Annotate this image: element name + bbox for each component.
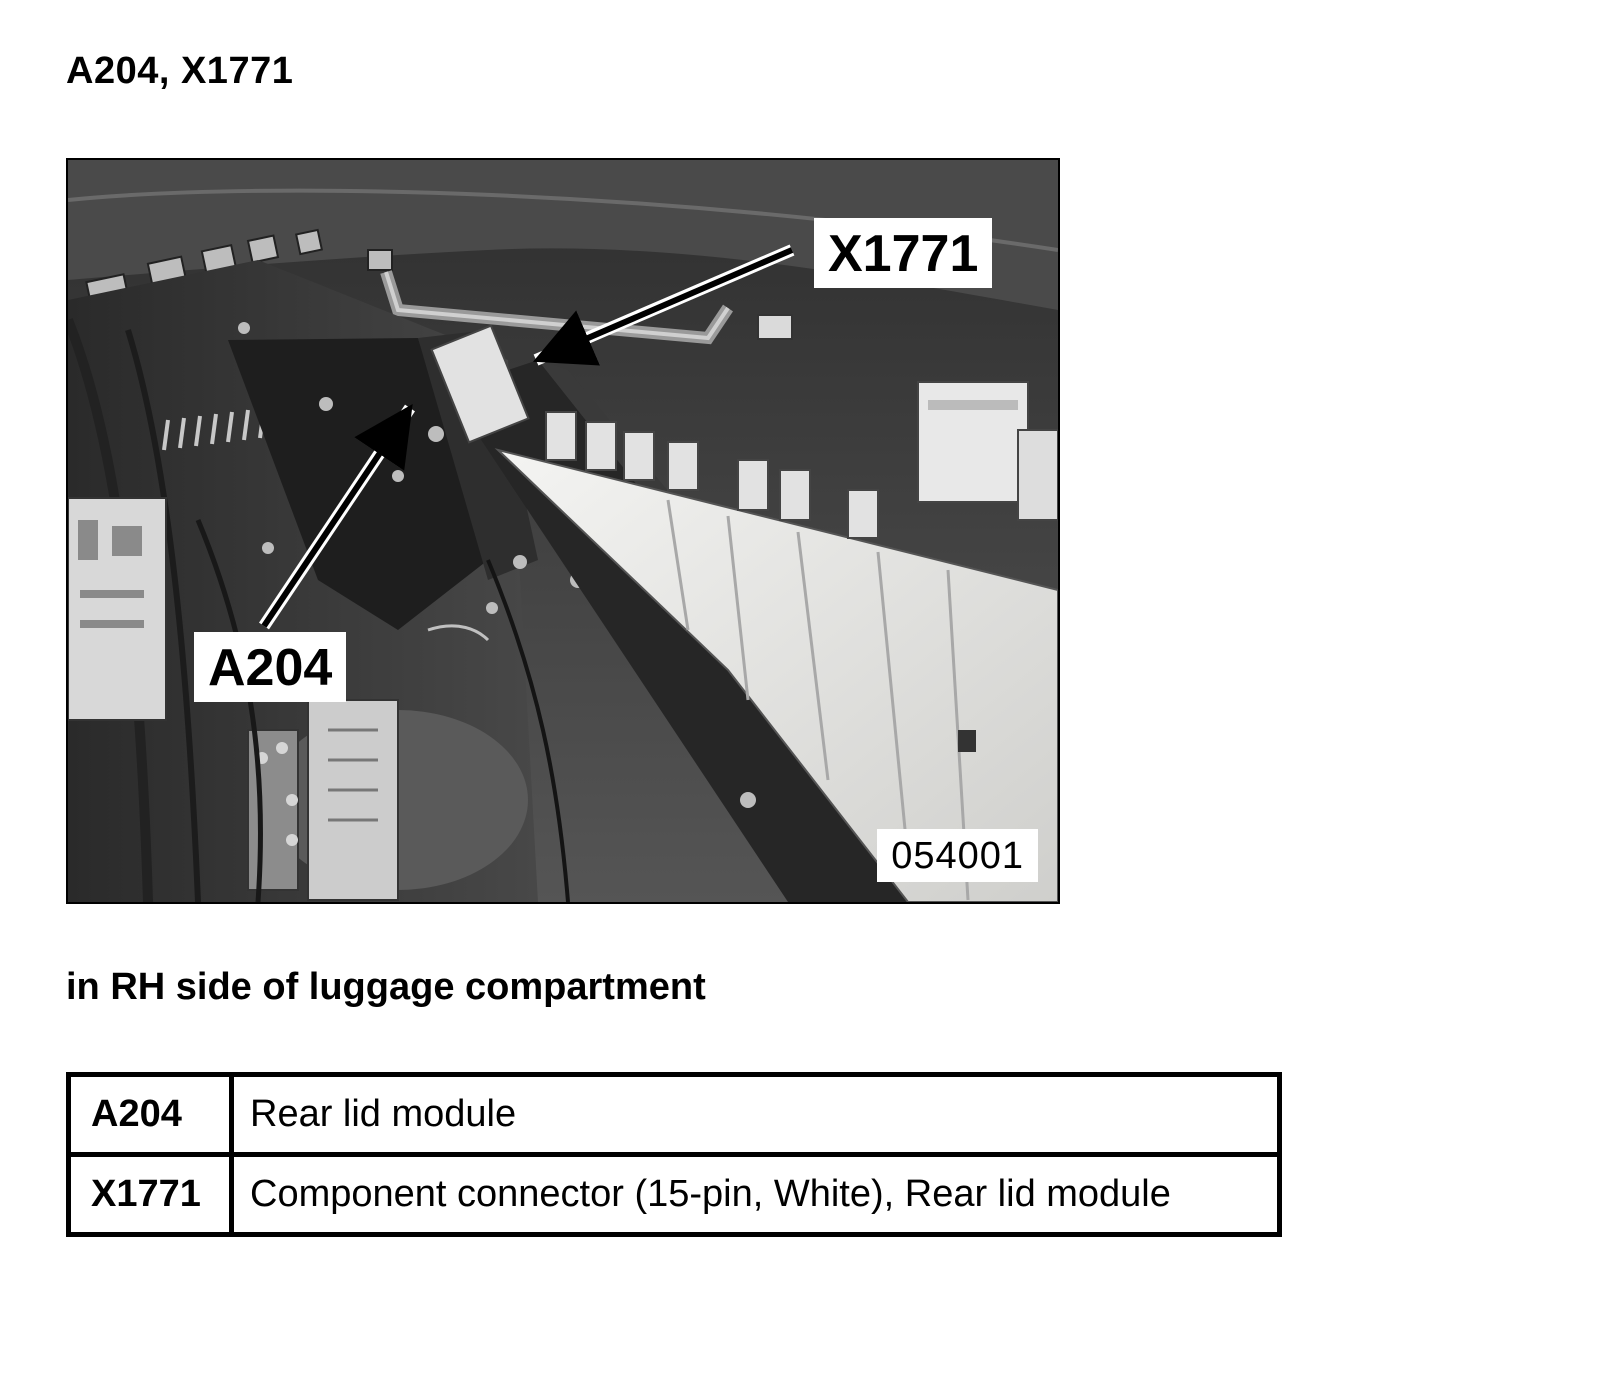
component-code: A204	[69, 1075, 232, 1155]
component-description: Component connector (15-pin, White), Rear lid module	[232, 1155, 1280, 1235]
table-row	[69, 1155, 1280, 1235]
component-location-photo	[66, 158, 1060, 904]
table-row	[69, 1075, 1280, 1155]
component-description: Rear lid module	[232, 1075, 1280, 1155]
callout-label-a204: A204	[194, 632, 346, 702]
component-legend-table	[66, 1072, 1282, 1237]
callout-label-x1771: X1771	[814, 218, 992, 288]
location-caption: in RH side of luggage compartment	[66, 966, 706, 1008]
image-number: 054001	[877, 829, 1038, 882]
component-code: X1771	[69, 1155, 232, 1235]
page-title: A204, X1771	[66, 50, 294, 92]
